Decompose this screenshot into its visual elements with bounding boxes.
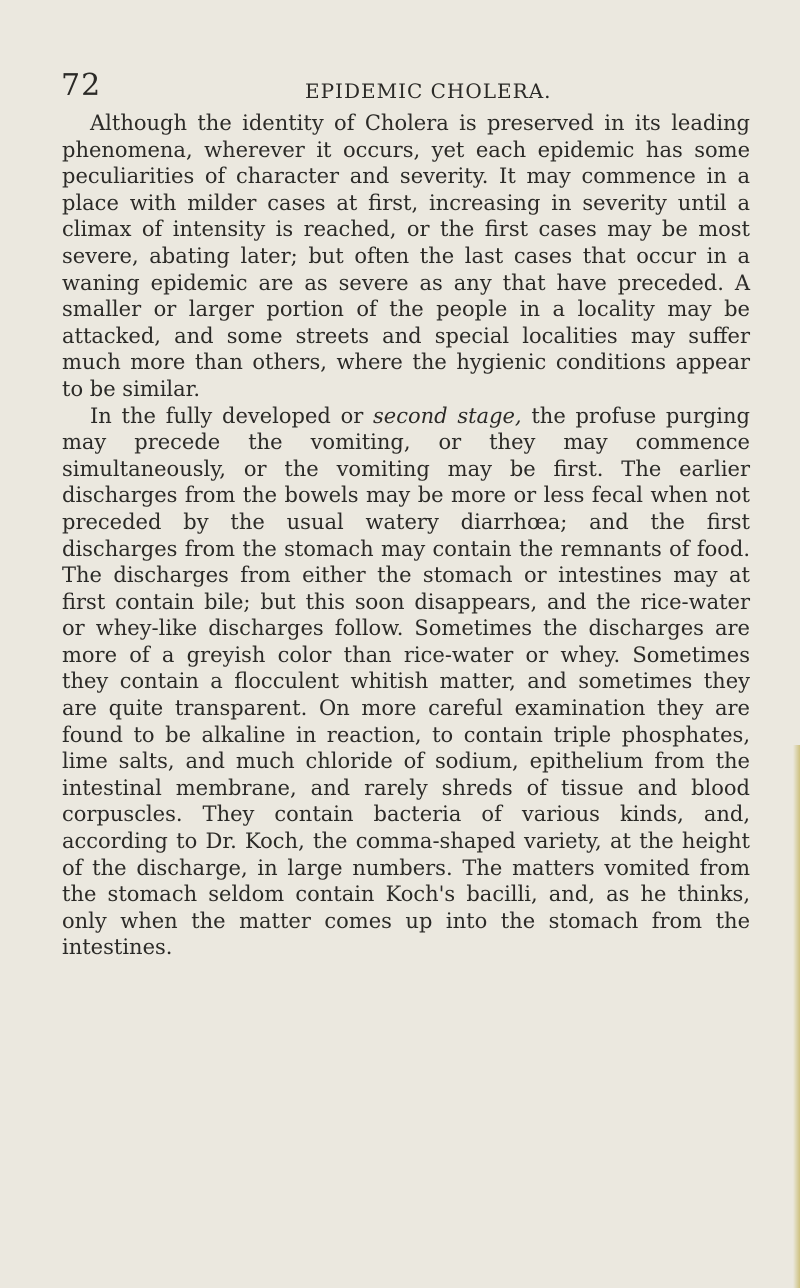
page-edge-shadow: [793, 745, 800, 1288]
body-text: [62, 110, 750, 961]
running-title: EPIDEMIC CHOLERA.: [305, 79, 552, 103]
paragraph-2-lead: In the fully developed or: [90, 403, 374, 428]
paragraph-2-emphasis: second stage,: [373, 403, 522, 428]
paragraph-2: [62, 403, 750, 961]
paragraph-2-rest: the profuse purging may precede the vomiting, or they may commence simultaneously, or the vomiting may be first. The earlier discharges from the bowels may be more or less fecal when not preceded by the usual watery diarrhœa; and the first discharges from the stomach may contain the remnants of food. The discharges from either the stomach or intestines may at first contain bile; but this soon disappears, and the rice-water or whey-like discharges follow. Sometimes the discharges are more of a greyish color than rice-water or whey. Sometimes they contain a flocculent whitish matter, and sometimes they are quite transparent. On more careful examination they are found to be alkaline in reaction, to contain triple phosphates, lime salts, and much chloride of sodium, epithelium from the intestinal membrane, and rarely shreds of tissue and blood corpuscles. They contain bacteria of various kinds, and, according to Dr. Koch, the comma-shaped variety, at the height of the discharge, in large numbers. The matters vomited from the stomach seldom contain Koch's bacilli, and, as he thinks, only when the matter comes up into the stomach from the intestines.: [62, 403, 750, 960]
paragraph-1: Although the identity of Cholera is preserved in its leading phenomena, wherever it occurs, yet each epidemic has some peculiarities of character and severity. It may commence in a place with milder cases at first, increasing in severity until a climax of intensity is reached, or the first cases may be most severe, abating later; but often the last cases that occur in a waning epidemic are as severe as any that have preceded. A smaller or larger portion of the people in a locality may be attacked, and some streets and special localities may suffer much more than others, where the hygienic conditions appear to be similar.: [62, 111, 750, 401]
page-number: 72: [61, 68, 102, 103]
